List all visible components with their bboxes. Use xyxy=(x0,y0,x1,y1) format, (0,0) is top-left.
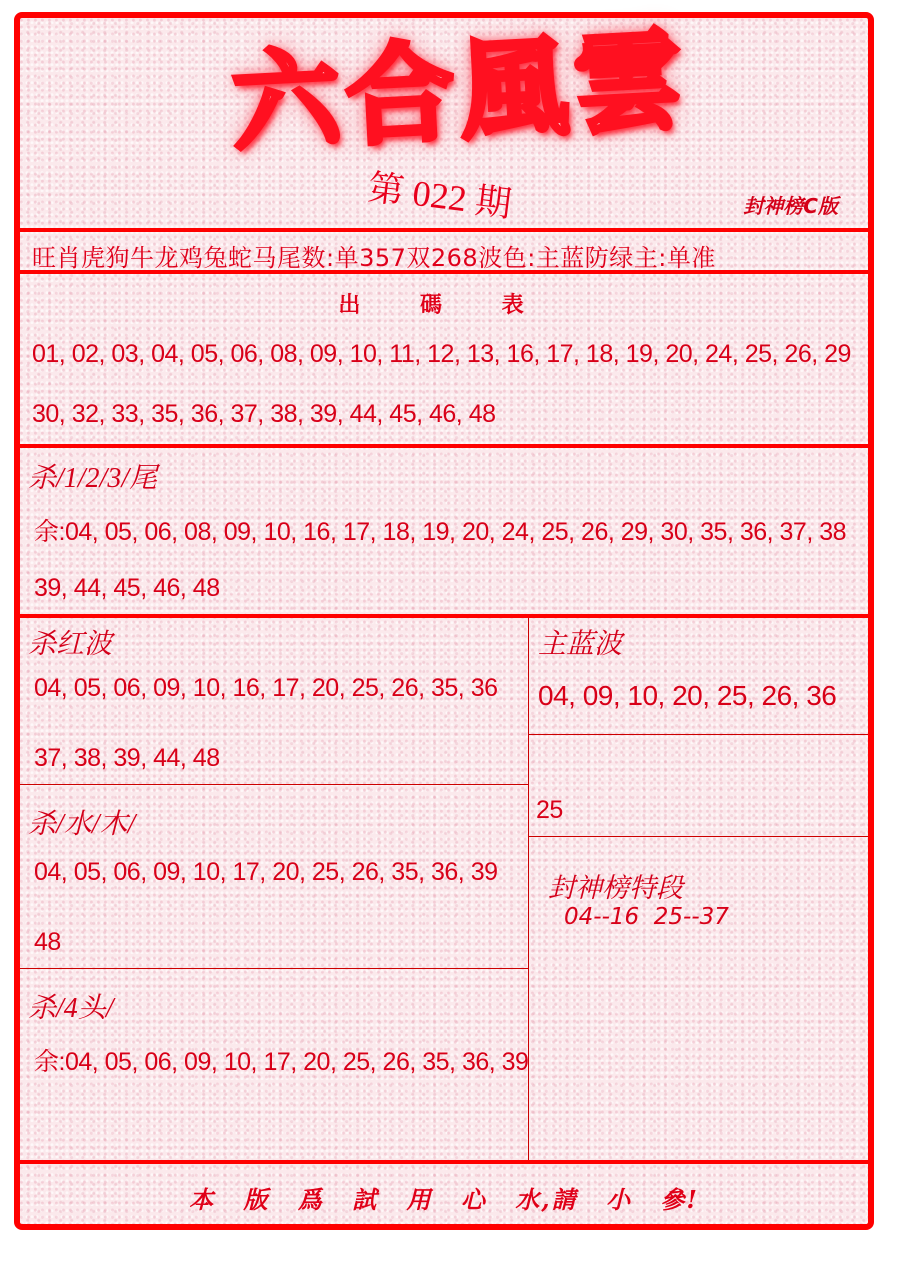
chuma-section xyxy=(20,276,868,448)
kill-tail-section xyxy=(20,448,868,618)
kill-head-label: 杀/4头/ xyxy=(28,993,114,1024)
special-segment-value: 04--16 25--37 xyxy=(564,904,729,930)
single-pick-value: 25 xyxy=(536,796,563,824)
page-title: 六合風雲 xyxy=(228,17,691,167)
info-text: 旺肖虎狗牛龙鸡兔蛇马尾数:单357双268波色:主蓝防绿主:单准 xyxy=(32,244,716,272)
kill-red-line-2: 37, 38, 39, 44, 48 xyxy=(34,744,220,772)
kill-water-wood-line-2: 48 xyxy=(34,928,61,956)
kill-water-wood-label: 杀/水/木/ xyxy=(28,809,136,840)
cell-divider xyxy=(20,784,528,785)
header xyxy=(20,17,868,225)
kill-red-line-1: 04, 05, 06, 09, 10, 16, 17, 20, 25, 26, 35, 36 xyxy=(34,674,498,702)
chuma-line-2: 30, 32, 33, 35, 36, 37, 38, 39, 44, 45, 46, 48 xyxy=(32,400,496,428)
kill-tail-line-2: 39, 44, 45, 46, 48 xyxy=(34,574,220,602)
kill-tail-label: 杀/1/2/3/尾 xyxy=(28,463,158,494)
footer-text: 本 版 爲 試 用 心 水,請 小 參! xyxy=(189,1185,699,1214)
chuma-line-1: 01, 02, 03, 04, 05, 06, 08, 09, 10, 11, 12, 13, 16, 17, 18, 19, 20, 24, 25, 26, 29 xyxy=(32,340,851,368)
cell-divider xyxy=(528,734,868,735)
edition-label: 封神榜C版 xyxy=(743,194,838,218)
main-blue-label: 主蓝波 xyxy=(538,629,623,660)
grid-divider xyxy=(528,618,529,1160)
page-frame xyxy=(14,12,874,1230)
cell-divider xyxy=(20,968,528,969)
kill-head-line-1: 余:04, 05, 06, 09, 10, 17, 20, 25, 26, 35, 36, 39 xyxy=(34,1048,529,1076)
info-bar xyxy=(20,228,868,274)
main-blue-line-1: 04, 09, 10, 20, 25, 26, 36 xyxy=(538,680,837,711)
chuma-title: 出 碼 表 xyxy=(338,292,550,318)
grid-section xyxy=(20,618,868,1160)
kill-red-label: 杀红波 xyxy=(28,629,113,660)
footer xyxy=(20,1160,868,1224)
issue-number: 第 022 期 xyxy=(365,167,514,225)
special-segment-label: 封神榜特段 xyxy=(548,873,683,903)
kill-tail-line-1: 余:04, 05, 06, 08, 09, 10, 16, 17, 18, 19, 20, 24, 25, 26, 29, 30, 35, 36, 37, 38 xyxy=(34,518,847,546)
kill-water-wood-line-1: 04, 05, 06, 09, 10, 17, 20, 25, 26, 35, 36, 39 xyxy=(34,858,498,886)
cell-divider xyxy=(528,836,868,837)
